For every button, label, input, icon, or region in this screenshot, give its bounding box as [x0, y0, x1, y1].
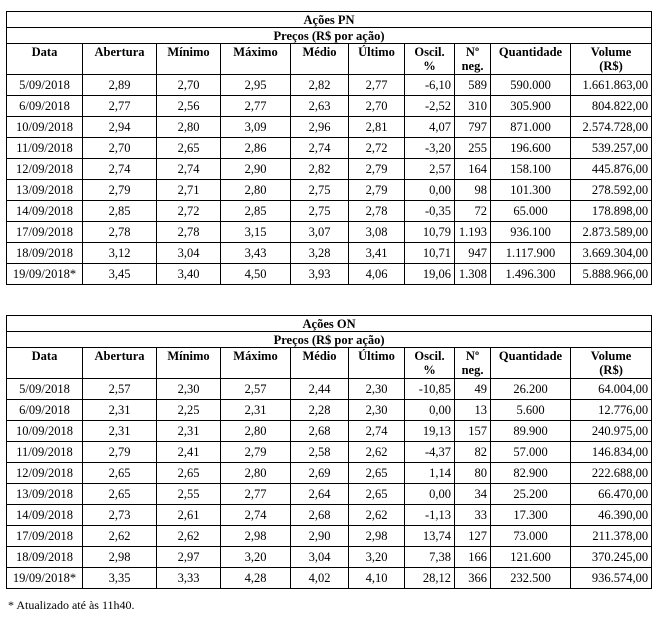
table-cell: 3.669.304,00 [571, 243, 652, 264]
table-cell: 14/09/2018 [7, 201, 83, 222]
table-cell: 2,55 [157, 484, 221, 505]
table-row [7, 442, 652, 463]
column-header: Último [349, 44, 405, 75]
table-cell: 14/09/2018 [7, 505, 83, 526]
table-cell: 2,79 [349, 159, 405, 180]
table-cell: 5/09/2018 [7, 379, 83, 400]
table-cell: 0,00 [405, 180, 455, 201]
table-cell: 2,70 [349, 96, 405, 117]
column-header: Nº neg. [455, 348, 491, 379]
table-cell: 2,74 [349, 421, 405, 442]
table-cell: 6/09/2018 [7, 400, 83, 421]
table-cell: 18/09/2018 [7, 243, 83, 264]
table-cell: 2,78 [83, 222, 157, 243]
table-row [7, 180, 652, 201]
table-cell: 157 [455, 421, 491, 442]
table-cell: 57.000 [491, 442, 571, 463]
table-cell: 46.390,00 [571, 505, 652, 526]
table-cell: 5.888.966,00 [571, 264, 652, 285]
table-cell: 73.000 [491, 526, 571, 547]
table-cell: 2,73 [83, 505, 157, 526]
table-cell: 121.600 [491, 547, 571, 568]
table-cell: 2,30 [349, 379, 405, 400]
table-cell: -6,10 [405, 75, 455, 96]
table-cell: 4,02 [291, 568, 349, 589]
table-cell: 2,62 [83, 526, 157, 547]
table-cell: 305.900 [491, 96, 571, 117]
table-cell: 19/09/2018* [7, 568, 83, 589]
table-row [7, 243, 652, 264]
table-subtitle: Preços (R$ por ação) [7, 28, 652, 44]
table-cell: 2,94 [83, 117, 157, 138]
table-row [7, 547, 652, 568]
table-cell: 13,74 [405, 526, 455, 547]
table-cell: 539.257,00 [571, 138, 652, 159]
column-header: Oscil. % [405, 348, 455, 379]
table-subtitle: Preços (R$ por ação) [7, 332, 652, 348]
table-cell: 3,20 [221, 547, 291, 568]
table-row [7, 400, 652, 421]
table-cell: 2,96 [291, 117, 349, 138]
column-header: Médio [291, 44, 349, 75]
table-cell: 196.600 [491, 138, 571, 159]
column-header: Máximo [221, 348, 291, 379]
table-cell: 2,65 [83, 463, 157, 484]
table-row [7, 75, 652, 96]
table-cell: 12/09/2018 [7, 463, 83, 484]
table-cell: 10/09/2018 [7, 421, 83, 442]
table-body [7, 379, 652, 589]
table-cell: 2,25 [157, 400, 221, 421]
table-cell: 72 [455, 201, 491, 222]
table-cell: 49 [455, 379, 491, 400]
table-cell: 3,43 [221, 243, 291, 264]
table-cell: 5.600 [491, 400, 571, 421]
table-body [7, 75, 652, 285]
table-cell: 4,28 [221, 568, 291, 589]
table-cell: 2,70 [157, 75, 221, 96]
table-cell: 166 [455, 547, 491, 568]
table-cell: 17/09/2018 [7, 222, 83, 243]
table-cell: 3,45 [83, 264, 157, 285]
footnote: * Atualizado até às 11h40. [8, 598, 135, 612]
table-cell: 2,65 [349, 484, 405, 505]
table-cell: 1.117.900 [491, 243, 571, 264]
table-cell: 278.592,00 [571, 180, 652, 201]
table-cell: 2,79 [83, 442, 157, 463]
table-cell: 2,30 [157, 379, 221, 400]
table-row [7, 201, 652, 222]
table-cell: 1,14 [405, 463, 455, 484]
table-cell: 2,72 [349, 138, 405, 159]
table-cell: 82.900 [491, 463, 571, 484]
table-cell: 13/09/2018 [7, 180, 83, 201]
table-cell: 2,79 [221, 442, 291, 463]
table-cell: 158.100 [491, 159, 571, 180]
table-cell: 2,70 [83, 138, 157, 159]
table-cell: 804.822,00 [571, 96, 652, 117]
table-cell: 2,65 [157, 463, 221, 484]
table-cell: 2,89 [83, 75, 157, 96]
table-cell: 33 [455, 505, 491, 526]
table-cell: 2,80 [221, 421, 291, 442]
table-cell: 2,62 [157, 526, 221, 547]
table-cell: 89.900 [491, 421, 571, 442]
table-cell: 2,77 [83, 96, 157, 117]
table-row [7, 159, 652, 180]
table-cell: 18/09/2018 [7, 547, 83, 568]
table-cell: 2,82 [291, 75, 349, 96]
table-cell: 6/09/2018 [7, 96, 83, 117]
table-cell: 310 [455, 96, 491, 117]
table-cell: 2,80 [157, 117, 221, 138]
table-cell: 2,30 [349, 400, 405, 421]
table-cell: 255 [455, 138, 491, 159]
table-cell: 2,68 [291, 505, 349, 526]
table-cell: 2,31 [83, 421, 157, 442]
table-acoes-on [6, 315, 652, 589]
column-header: Médio [291, 348, 349, 379]
table-cell: 3,08 [349, 222, 405, 243]
table-cell: 2,28 [291, 400, 349, 421]
table-cell: 3,15 [221, 222, 291, 243]
table-cell: 589 [455, 75, 491, 96]
table-cell: 3,93 [291, 264, 349, 285]
table-cell: 2,78 [157, 222, 221, 243]
table-cell: 3,04 [291, 547, 349, 568]
table-cell: 2,57 [221, 379, 291, 400]
table-cell: 2,75 [291, 201, 349, 222]
table-cell: 2,72 [157, 201, 221, 222]
table-cell: 222.688,00 [571, 463, 652, 484]
table-cell: 2,78 [349, 201, 405, 222]
table-cell: 2,98 [83, 547, 157, 568]
table-cell: -10,85 [405, 379, 455, 400]
table-cell: 3,28 [291, 243, 349, 264]
table-cell: 947 [455, 243, 491, 264]
table-cell: 3,20 [349, 547, 405, 568]
table-row [7, 96, 652, 117]
table-cell: 232.500 [491, 568, 571, 589]
table-cell: 445.876,00 [571, 159, 652, 180]
table-cell: 178.898,00 [571, 201, 652, 222]
table-cell: 10,79 [405, 222, 455, 243]
table-cell: 2,74 [157, 159, 221, 180]
table-cell: 164 [455, 159, 491, 180]
table-cell: 2,61 [157, 505, 221, 526]
column-header: Volume (R$) [571, 348, 652, 379]
table-row [7, 526, 652, 547]
table-cell: 2,80 [221, 180, 291, 201]
table-cell: 2,85 [221, 201, 291, 222]
table-cell: 25.200 [491, 484, 571, 505]
table-cell: 17/09/2018 [7, 526, 83, 547]
table-cell: -0,35 [405, 201, 455, 222]
table-cell: 11/09/2018 [7, 138, 83, 159]
table-cell: 2,65 [157, 138, 221, 159]
table-cell: 28,12 [405, 568, 455, 589]
table-row [7, 117, 652, 138]
column-header: Máximo [221, 44, 291, 75]
table-cell: -2,52 [405, 96, 455, 117]
column-header: Nº neg. [455, 44, 491, 75]
table-cell: 2,81 [349, 117, 405, 138]
column-header: Volume (R$) [571, 44, 652, 75]
table-cell: 2.574.728,00 [571, 117, 652, 138]
table-cell: 2.873.589,00 [571, 222, 652, 243]
table-cell: 12.776,00 [571, 400, 652, 421]
table-cell: -1,13 [405, 505, 455, 526]
table-cell: 127 [455, 526, 491, 547]
table-cell: 2,44 [291, 379, 349, 400]
column-header: Data [7, 44, 83, 75]
table-cell: 3,33 [157, 568, 221, 589]
table-cell: 2,86 [221, 138, 291, 159]
table-row [7, 222, 652, 243]
table-cell: 3,12 [83, 243, 157, 264]
table-cell: 1.193 [455, 222, 491, 243]
table-cell: 2,77 [221, 484, 291, 505]
table-cell: 26.200 [491, 379, 571, 400]
table-title: Ações ON [7, 316, 652, 332]
table-cell: -3,20 [405, 138, 455, 159]
table-cell: 17.300 [491, 505, 571, 526]
table-cell: 19,13 [405, 421, 455, 442]
table-cell: 101.300 [491, 180, 571, 201]
table-cell: 2,90 [291, 526, 349, 547]
table-cell: 370.245,00 [571, 547, 652, 568]
table-cell: 2,95 [221, 75, 291, 96]
table-cell: 3,09 [221, 117, 291, 138]
table-cell: 2,69 [291, 463, 349, 484]
table-cell: 4,50 [221, 264, 291, 285]
column-header: Mínimo [157, 348, 221, 379]
table-cell: 12/09/2018 [7, 159, 83, 180]
table-cell: 2,74 [221, 505, 291, 526]
table-row [7, 379, 652, 400]
table-cell: 2,31 [221, 400, 291, 421]
table-cell: 2,98 [221, 526, 291, 547]
column-header: Quantidade [491, 348, 571, 379]
table-cell: 2,68 [291, 421, 349, 442]
table-cell: 2,79 [349, 180, 405, 201]
table-cell: 2,65 [83, 484, 157, 505]
table-cell: 1.661.863,00 [571, 75, 652, 96]
table-cell: 2,77 [349, 75, 405, 96]
table-cell: 2,31 [83, 400, 157, 421]
table-cell: 0,00 [405, 484, 455, 505]
table-cell: 2,82 [291, 159, 349, 180]
table-cell: 2,79 [83, 180, 157, 201]
table-cell: 936.574,00 [571, 568, 652, 589]
table-title: Ações PN [7, 12, 652, 28]
table-cell: -4,37 [405, 442, 455, 463]
table-cell: 3,40 [157, 264, 221, 285]
table-cell: 2,97 [157, 547, 221, 568]
table-row [7, 505, 652, 526]
column-header: Abertura [83, 44, 157, 75]
table-cell: 66.470,00 [571, 484, 652, 505]
column-header: Quantidade [491, 44, 571, 75]
table-cell: 2,62 [349, 505, 405, 526]
table-row [7, 421, 652, 442]
table-cell: 13 [455, 400, 491, 421]
table-cell: 82 [455, 442, 491, 463]
table-cell: 2,71 [157, 180, 221, 201]
table-cell: 2,31 [157, 421, 221, 442]
table-cell: 2,74 [291, 138, 349, 159]
table-cell: 64.004,00 [571, 379, 652, 400]
table-cell: 1.496.300 [491, 264, 571, 285]
header-row [7, 348, 652, 379]
table-cell: 5/09/2018 [7, 75, 83, 96]
table-cell: 871.000 [491, 117, 571, 138]
table-acoes-pn [6, 11, 652, 285]
table-cell: 3,35 [83, 568, 157, 589]
table-cell: 2,62 [349, 442, 405, 463]
table-cell: 2,56 [157, 96, 221, 117]
table-cell: 2,58 [291, 442, 349, 463]
table-cell: 2,90 [221, 159, 291, 180]
table-row [7, 138, 652, 159]
table-cell: 146.834,00 [571, 442, 652, 463]
table-cell: 19,06 [405, 264, 455, 285]
table-cell: 2,77 [221, 96, 291, 117]
table-cell: 65.000 [491, 201, 571, 222]
table-cell: 4,07 [405, 117, 455, 138]
table-cell: 10/09/2018 [7, 117, 83, 138]
table-cell: 98 [455, 180, 491, 201]
table-cell: 366 [455, 568, 491, 589]
table-cell: 936.100 [491, 222, 571, 243]
table-cell: 2,98 [349, 526, 405, 547]
table-row [7, 568, 652, 589]
table-cell: 0,00 [405, 400, 455, 421]
table-cell: 34 [455, 484, 491, 505]
table-cell: 2,64 [291, 484, 349, 505]
column-header: Oscil. % [405, 44, 455, 75]
table-cell: 2,75 [291, 180, 349, 201]
table-cell: 2,74 [83, 159, 157, 180]
table-cell: 211.378,00 [571, 526, 652, 547]
table-cell: 13/09/2018 [7, 484, 83, 505]
table-cell: 3,04 [157, 243, 221, 264]
table-cell: 1.308 [455, 264, 491, 285]
table-cell: 2,80 [221, 463, 291, 484]
column-header: Abertura [83, 348, 157, 379]
table-cell: 240.975,00 [571, 421, 652, 442]
table-cell: 2,65 [349, 463, 405, 484]
table-cell: 10,71 [405, 243, 455, 264]
table-row [7, 264, 652, 285]
column-header: Data [7, 348, 83, 379]
table-cell: 11/09/2018 [7, 442, 83, 463]
table-cell: 2,85 [83, 201, 157, 222]
table-cell: 80 [455, 463, 491, 484]
table-cell: 2,57 [405, 159, 455, 180]
table-row [7, 484, 652, 505]
table-cell: 2,41 [157, 442, 221, 463]
table-cell: 19/09/2018* [7, 264, 83, 285]
table-cell: 3,41 [349, 243, 405, 264]
table-cell: 2,57 [83, 379, 157, 400]
column-header: Mínimo [157, 44, 221, 75]
table-row [7, 463, 652, 484]
header-row [7, 44, 652, 75]
table-cell: 4,06 [349, 264, 405, 285]
table-cell: 3,07 [291, 222, 349, 243]
column-header: Último [349, 348, 405, 379]
table-cell: 2,63 [291, 96, 349, 117]
table-cell: 7,38 [405, 547, 455, 568]
table-cell: 590.000 [491, 75, 571, 96]
table-cell: 4,10 [349, 568, 405, 589]
table-cell: 797 [455, 117, 491, 138]
